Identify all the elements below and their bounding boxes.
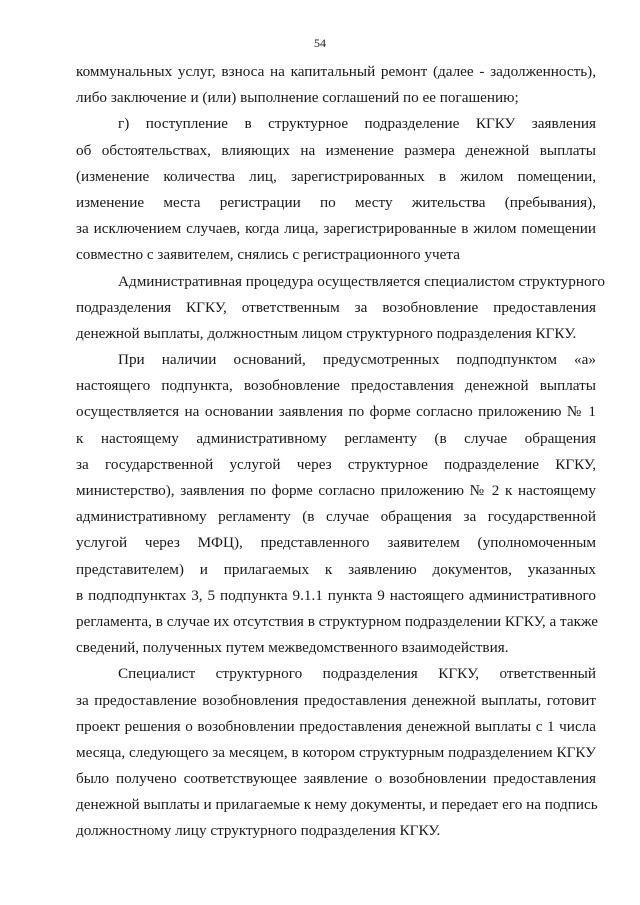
text-line: должностному лицу структурного подразделения КГКУ. (76, 822, 441, 840)
document-body (76, 59, 605, 845)
text-line: изменение места регистрации по месту жительства (пребывания), (76, 193, 596, 211)
text-line: об обстоятельствах, влияющих на изменение размера денежной выплаты (76, 141, 596, 159)
text-line: денежной выплаты, должностным лицом структурного подразделения КГКУ. (76, 324, 577, 342)
text-line: месяца, следующего за месяцем, в котором структурным подразделением КГКУ (76, 743, 596, 761)
text-line: сведений, полученных путем межведомственного взаимодействия. (76, 639, 509, 657)
text-line: Административная процедура осуществляется специалистом структурного (118, 272, 605, 290)
text-line: министерство), заявления по форме согласно приложению № 2 к настоящему (76, 482, 596, 499)
text-line: административному регламенту (в случае обращения за государственной (76, 508, 596, 526)
text-line: денежной выплаты и прилагаемые к нему документы, и передает его на подпись (76, 796, 598, 814)
page-number: 54 (314, 36, 326, 50)
text-line: г) поступление в структурное подразделение КГКУ заявления (118, 115, 596, 133)
text-line: Специалист структурного подразделения КГКУ, ответственный (118, 665, 596, 683)
text-line: в подподпунктах 3, 5 подпункта 9.1.1 пункта 9 настоящего административного (76, 586, 596, 604)
text-line: проект решения о возобновлении предоставления денежной выплаты с 1 числа (76, 717, 596, 735)
text-line: за государственной услугой через структурное подразделение КГКУ, (76, 455, 596, 473)
text-line: совместно с заявителем, снялись с регистрационного учета (76, 246, 460, 264)
text-line: либо заключение и (или) выполнение соглашений по ее погашению; (76, 89, 519, 107)
text-line: за предоставление возобновления предоставления денежной выплаты, готовит (76, 691, 596, 709)
text-line: настоящего подпункта, возобновление предоставления денежной выплаты (76, 377, 596, 395)
text-line: (изменение количества лиц, зарегистрированных в жилом помещении, (76, 167, 596, 185)
text-line: за исключением случаев, когда лица, зарегистрированные в жилом помещении (76, 220, 596, 238)
text-line: к настоящему административному регламенту (в случае обращения (76, 429, 596, 447)
text-line: было получено соответствующее заявление о возобновлении предоставления (76, 770, 596, 788)
text-line: услугой через МФЦ), представленного заявителем (уполномоченным (76, 534, 596, 552)
text-line: подразделения КГКУ, ответственным за возобновление предоставления (76, 298, 596, 316)
text-line: регламента, в случае их отсутствия в структурном подразделении КГКУ, а также (76, 612, 599, 630)
text-line: коммунальных услуг, взноса на капитальный ремонт (далее - задолженность), (76, 63, 596, 80)
text-line: осуществляется на основании заявления по форме согласно приложению № 1 (76, 403, 596, 421)
text-line: При наличии оснований, предусмотренных подподпунктом «а» (118, 351, 596, 369)
text-line: представителем) и прилагаемых к заявлению документов, указанных (76, 560, 596, 578)
